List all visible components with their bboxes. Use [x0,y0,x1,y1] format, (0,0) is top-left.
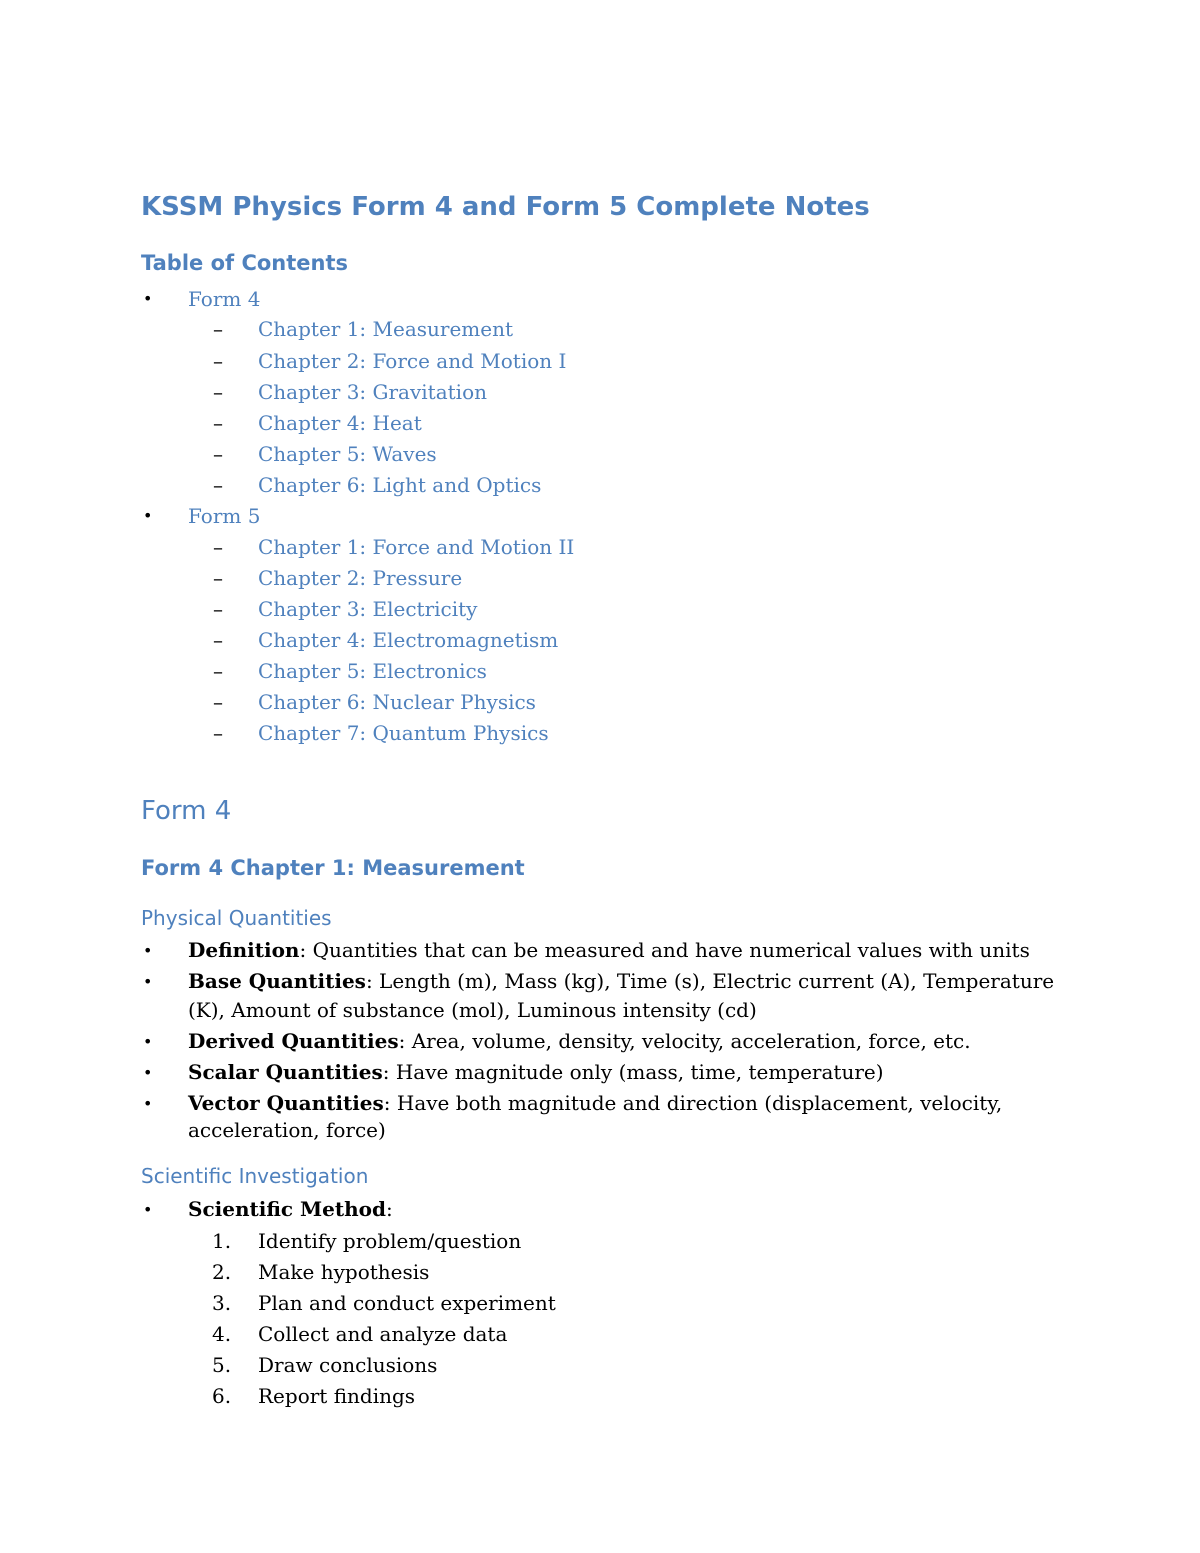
step-number: 5. [212,1353,232,1377]
list-item-text [188,1089,1002,1118]
toc-heading: Table of Contents [141,251,349,275]
list-item-text [188,1027,971,1056]
bullet-icon: • [143,289,153,308]
definition: : Length (m), Mass (kg), Time (s), Electric current (A), Temperature [365,969,1055,993]
definition: : Have magnitude only (mass, time, temperature) [382,1060,884,1084]
toc-link-form4[interactable]: Form 4 [188,287,261,311]
toc-link[interactable]: Chapter 1: Measurement [258,317,514,341]
definition: : Have both magnitude and direction (displacement, velocity, [383,1091,1003,1115]
dash-icon: – [213,721,223,745]
dash-icon: – [213,690,223,714]
dash-icon: – [213,411,223,435]
term: Derived Quantities [188,1029,399,1053]
step-text: Plan and conduct experiment [258,1291,556,1315]
bullet-icon: • [143,1200,153,1219]
colon: : [385,1197,393,1221]
definition: : Quantities that can be measured and have numerical values with units [299,938,1030,962]
list-item-text [188,1058,884,1087]
toc-link[interactable]: Chapter 6: Nuclear Physics [258,690,536,714]
dash-icon: – [213,473,223,497]
dash-icon: – [213,659,223,683]
term: Definition [188,938,300,962]
list-item-text [188,1195,393,1224]
definition-continuation: acceleration, force) [188,1118,386,1142]
toc-link[interactable]: Chapter 7: Quantum Physics [258,721,549,745]
dash-icon: – [213,349,223,373]
bullet-icon: • [143,972,153,991]
bullet-icon: • [143,1032,153,1051]
dash-icon: – [213,442,223,466]
toc-link[interactable]: Chapter 2: Force and Motion I [258,349,567,373]
list-item-text [188,936,1030,965]
step-number: 3. [212,1291,232,1315]
definition-continuation: (K), Amount of substance (mol), Luminous intensity (cd) [188,998,757,1022]
toc-link[interactable]: Chapter 4: Heat [258,411,422,435]
term: Base Quantities [188,969,366,993]
step-text: Make hypothesis [258,1260,430,1284]
toc-link[interactable]: Chapter 5: Electronics [258,659,487,683]
subheading-physical-quantities: Physical Quantities [141,906,332,930]
step-number: 4. [212,1322,232,1346]
step-text: Collect and analyze data [258,1322,508,1346]
term: Vector Quantities [188,1091,384,1115]
toc-link-form5[interactable]: Form 5 [188,504,261,528]
subheading-scientific-investigation: Scientific Investigation [141,1164,369,1188]
step-text: Identify problem/question [258,1229,522,1253]
toc-link[interactable]: Chapter 3: Electricity [258,597,478,621]
toc-link[interactable]: Chapter 4: Electromagnetism [258,628,559,652]
bullet-icon: • [143,941,153,960]
chapter-heading: Form 4 Chapter 1: Measurement [141,856,525,880]
step-text: Report findings [258,1384,416,1408]
bullet-icon: • [143,1063,153,1082]
term: Scalar Quantities [188,1060,383,1084]
list-item-text [188,967,1054,996]
section-heading-form4: Form 4 [141,796,232,826]
bullet-icon: • [143,506,153,525]
bullet-icon: • [143,1094,153,1113]
document-title: KSSM Physics Form 4 and Form 5 Complete Notes [141,192,870,222]
toc-link[interactable]: Chapter 5: Waves [258,442,437,466]
dash-icon: – [213,628,223,652]
toc-link[interactable]: Chapter 2: Pressure [258,566,463,590]
step-number: 6. [212,1384,232,1408]
toc-link[interactable]: Chapter 3: Gravitation [258,380,487,404]
step-number: 2. [212,1260,232,1284]
term: Scientific Method [188,1197,386,1221]
dash-icon: – [213,317,223,341]
dash-icon: – [213,566,223,590]
toc-link[interactable]: Chapter 1: Force and Motion II [258,535,575,559]
step-number: 1. [212,1229,232,1253]
dash-icon: – [213,535,223,559]
toc-link[interactable]: Chapter 6: Light and Optics [258,473,542,497]
dash-icon: – [213,597,223,621]
step-text: Draw conclusions [258,1353,438,1377]
definition: : Area, volume, density, velocity, acceleration, force, etc. [398,1029,971,1053]
dash-icon: – [213,380,223,404]
